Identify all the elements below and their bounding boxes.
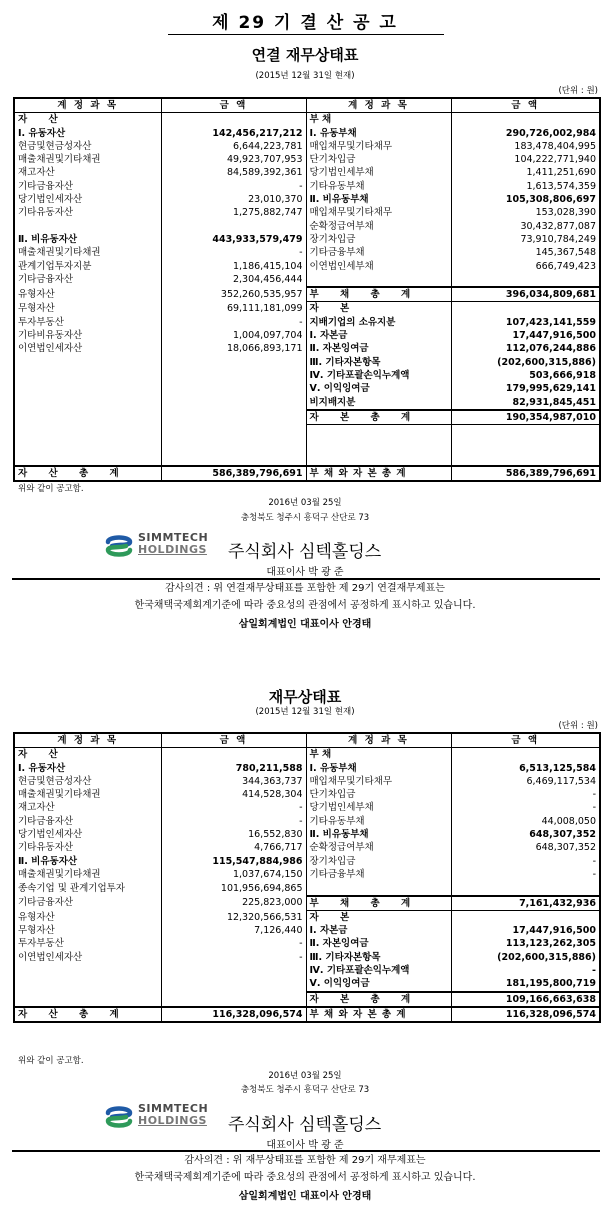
table-row xyxy=(14,316,600,329)
table-row xyxy=(14,140,600,153)
asset-amount: 225,823,000 xyxy=(161,896,306,911)
asset-amount: 443,933,579,479 xyxy=(161,233,306,246)
asset-account-label: 현금및현금성자산 xyxy=(14,140,161,153)
table-row xyxy=(14,910,600,924)
asset-account-label: Ⅱ. 비유동자산 xyxy=(14,855,161,868)
announcement-title: 제 29 기 결 산 공 고 xyxy=(212,13,398,33)
consolidated-company-name: 주식회사 심텍홀딩스 xyxy=(228,542,382,562)
liability-amount: 105,308,806,697 xyxy=(451,193,600,206)
asset-amount: - xyxy=(161,316,306,329)
asset-amount xyxy=(161,977,306,991)
table-row xyxy=(14,992,600,1007)
subtotal-amount: 190,354,987,010 xyxy=(451,410,600,425)
amount-header: 금 액 xyxy=(451,733,600,748)
table-row xyxy=(14,762,600,775)
asset-amount: - xyxy=(161,180,306,193)
liability-amount: 6,513,125,584 xyxy=(451,762,600,775)
asset-amount: 16,552,830 xyxy=(161,828,306,841)
asset-amount: 84,589,392,361 xyxy=(161,166,306,179)
table-row xyxy=(14,180,600,193)
table-row xyxy=(14,302,600,316)
asset-amount: 344,363,737 xyxy=(161,775,306,788)
audit-line-1: 감사의견 : 위 연결재무상태표를 포함한 제 29기 연결재무제표는 xyxy=(165,583,445,594)
liability-amount: 30,432,877,087 xyxy=(451,220,600,233)
liability-account-label: Ⅳ. 기타포괄손익누계액 xyxy=(306,964,451,977)
table-row xyxy=(14,166,600,179)
table-row xyxy=(14,356,600,369)
asset-amount: 1,275,882,747 xyxy=(161,206,306,219)
asset-amount: - xyxy=(161,801,306,814)
asset-amount: 49,923,707,953 xyxy=(161,153,306,166)
separate-note: 위와 같이 공고함. xyxy=(18,1056,84,1066)
asset-account-label: 유형자산 xyxy=(14,910,161,924)
liability-amount: 290,726,002,984 xyxy=(451,127,600,140)
consolidated-auditor: 삼일회계법인 대표이사 안경태 xyxy=(238,619,372,630)
asset-account-label: 기타유동자산 xyxy=(14,841,161,854)
table-row xyxy=(14,828,600,841)
asset-account-label: 기타유동자산 xyxy=(14,206,161,219)
total-liabilities-equity-amount: 116,328,096,574 xyxy=(451,1007,600,1022)
asset-account-label: 이연법인세자산 xyxy=(14,342,161,355)
asset-account-label xyxy=(14,977,161,991)
asset-amount: - xyxy=(161,815,306,828)
asset-account-label: 기타금융자산 xyxy=(14,896,161,911)
asset-amount xyxy=(161,220,306,233)
asset-amount xyxy=(161,410,306,425)
table-row xyxy=(14,896,600,911)
empty-cell xyxy=(161,748,306,762)
simmtech-holdings-logo xyxy=(104,530,214,564)
amount-header: 금 액 xyxy=(161,733,306,748)
liability-account-label: 당기법인세부채 xyxy=(306,801,451,814)
consolidated-announce-date: 2016년 03월 25일 xyxy=(268,498,342,508)
asset-amount xyxy=(161,425,306,439)
separate-audit-opinion xyxy=(0,1152,610,1186)
table-header-row xyxy=(14,98,600,113)
title-underline xyxy=(168,34,444,35)
asset-account-label: 기타금융자산 xyxy=(14,815,161,828)
asset-account-label xyxy=(14,356,161,369)
asset-account-label xyxy=(14,438,161,451)
table-row xyxy=(14,342,600,355)
table-row xyxy=(14,951,600,964)
liability-amount: (202,600,315,886) xyxy=(451,951,600,964)
amount-header: 금 액 xyxy=(161,98,306,113)
asset-account-label: 관계기업투자지분 xyxy=(14,260,161,273)
liability-amount: 44,008,050 xyxy=(451,815,600,828)
grand-total-row xyxy=(14,1007,600,1022)
empty-cell xyxy=(451,113,600,127)
liability-amount: 1,411,251,690 xyxy=(451,166,600,179)
total-assets-label: 자 산 총 계 xyxy=(14,466,161,481)
asset-amount: 780,211,588 xyxy=(161,762,306,775)
liability-account-label: 당기법인세부채 xyxy=(306,166,451,179)
asset-amount xyxy=(161,356,306,369)
table-row xyxy=(14,964,600,977)
liability-account-label: Ⅲ. 기타자본항목 xyxy=(306,356,451,369)
liability-amount: - xyxy=(451,855,600,868)
liability-amount: 648,307,352 xyxy=(451,828,600,841)
table-row xyxy=(14,273,600,287)
table-row xyxy=(14,193,600,206)
table-row xyxy=(14,220,600,233)
asset-amount: 18,066,893,171 xyxy=(161,342,306,355)
subtotal-label: 부 채 총 계 xyxy=(306,287,451,302)
asset-account-label: 무형자산 xyxy=(14,302,161,316)
asset-amount: 2,304,456,444 xyxy=(161,273,306,287)
asset-account-label: 매출채권및기타채권 xyxy=(14,246,161,259)
consolidated-sheet-title: 연결 재무상태표 xyxy=(251,46,359,64)
table-row xyxy=(14,855,600,868)
table-header-row xyxy=(14,733,600,748)
asset-account-label: Ⅰ. 유동자산 xyxy=(14,127,161,140)
liability-amount xyxy=(451,425,600,439)
liability-account-label: Ⅰ. 자본금 xyxy=(306,329,451,342)
liability-account-label: Ⅰ. 유동부채 xyxy=(306,127,451,140)
liability-amount xyxy=(451,881,600,895)
separate-unit-label: (단위 : 원) xyxy=(558,721,598,731)
liability-account-label: Ⅳ. 기타포괄손익누계액 xyxy=(306,369,451,382)
logo-text-line1: SIMMTECH xyxy=(138,1102,209,1115)
liability-account-label: 매입채무및기타채무 xyxy=(306,206,451,219)
consolidated-sheet-date: (2015년 12월 31일 현재) xyxy=(255,71,355,81)
table-row xyxy=(14,410,600,425)
table-row xyxy=(14,260,600,273)
liability-account-label xyxy=(306,273,451,287)
liability-amount: 17,447,916,500 xyxy=(451,924,600,937)
asset-account-label: 매출채권및기타채권 xyxy=(14,868,161,881)
separate-announce-date: 2016년 03월 25일 xyxy=(268,1071,342,1081)
table-row xyxy=(14,788,600,801)
table-row xyxy=(14,206,600,219)
asset-account-label: 이연법인세자산 xyxy=(14,951,161,964)
liability-account-label xyxy=(306,425,451,439)
liability-account-label xyxy=(306,452,451,466)
consolidated-balance-sheet-table xyxy=(13,97,601,482)
table-row xyxy=(14,127,600,140)
liability-amount: 153,028,390 xyxy=(451,206,600,219)
table-row xyxy=(14,868,600,881)
liability-amount xyxy=(451,452,600,466)
asset-amount xyxy=(161,992,306,1007)
liability-amount xyxy=(451,910,600,924)
empty-cell xyxy=(451,748,600,762)
liability-account-label: 이연법인세부채 xyxy=(306,260,451,273)
asset-account-label: 당기법인세자산 xyxy=(14,828,161,841)
audit-line-1: 감사의견 : 위 재무상태표를 포함한 제 29기 재무제표는 xyxy=(184,1155,426,1166)
table-row xyxy=(14,438,600,451)
asset-account-label xyxy=(14,992,161,1007)
liability-amount: 73,910,784,249 xyxy=(451,233,600,246)
asset-amount: - xyxy=(161,937,306,950)
liability-account-label: Ⅲ. 기타자본항목 xyxy=(306,951,451,964)
separate-address: 충청북도 청주시 흥덕구 산단로 73 xyxy=(240,1085,370,1095)
liability-amount: - xyxy=(451,788,600,801)
asset-account-label: Ⅱ. 비유동자산 xyxy=(14,233,161,246)
consolidated-ceo: 대표이사 박 광 준 xyxy=(266,567,344,578)
table-row xyxy=(14,396,600,410)
liability-amount: (202,600,315,886) xyxy=(451,356,600,369)
liability-account-label xyxy=(306,438,451,451)
asset-amount xyxy=(161,438,306,451)
asset-account-label xyxy=(14,220,161,233)
liability-account-label: Ⅰ. 자본금 xyxy=(306,924,451,937)
table-row xyxy=(14,369,600,382)
asset-amount: - xyxy=(161,246,306,259)
table-row xyxy=(14,287,600,302)
account-header: 계 정 과 목 xyxy=(14,733,161,748)
liability-amount: 112,076,244,886 xyxy=(451,342,600,355)
separate-auditor: 삼일회계법인 대표이사 안경태 xyxy=(238,1191,372,1202)
table-row xyxy=(14,329,600,342)
audit-line-2: 한국채택국제회계기준에 따라 중요성의 관점에서 공정하게 표시하고 있습니다. xyxy=(134,1172,476,1183)
liabilities-section-label: 부 채 xyxy=(306,113,451,127)
liability-account-label: Ⅱ. 비유동부채 xyxy=(306,193,451,206)
liability-amount xyxy=(451,302,600,316)
liability-account-label: 순확정급여부채 xyxy=(306,220,451,233)
section-row xyxy=(14,748,600,762)
asset-account-label: 기타비유동자산 xyxy=(14,329,161,342)
assets-section-label: 자 산 xyxy=(14,748,161,762)
asset-amount xyxy=(161,382,306,395)
separate-company-name: 주식회사 심텍홀딩스 xyxy=(228,1115,382,1135)
grand-total-row xyxy=(14,466,600,481)
asset-account-label xyxy=(14,382,161,395)
asset-account-label xyxy=(14,396,161,410)
asset-account-label: 매출채권및기타채권 xyxy=(14,788,161,801)
simmtech-logo-icon xyxy=(104,533,134,559)
liability-amount xyxy=(451,273,600,287)
account-header: 계 정 과 목 xyxy=(14,98,161,113)
total-liabilities-equity-label: 부 채 와 자 본 총 계 xyxy=(306,1007,451,1022)
table-row xyxy=(14,815,600,828)
liability-amount: 104,222,771,940 xyxy=(451,153,600,166)
separate-sheet-title: 재무상태표 xyxy=(268,688,342,706)
amount-header: 금 액 xyxy=(451,98,600,113)
asset-amount: 6,644,223,781 xyxy=(161,140,306,153)
liability-account-label: 기타금융부채 xyxy=(306,868,451,881)
liability-amount: 179,995,629,141 xyxy=(451,382,600,395)
table-row xyxy=(14,246,600,259)
asset-account-label: 당기법인세자산 xyxy=(14,193,161,206)
subtotal-amount: 7,161,432,936 xyxy=(451,896,600,911)
asset-amount xyxy=(161,369,306,382)
asset-amount: 352,260,535,957 xyxy=(161,287,306,302)
asset-account-label: 투자부동산 xyxy=(14,937,161,950)
liability-account-label: 매입채무및기타채무 xyxy=(306,775,451,788)
table-row xyxy=(14,841,600,854)
asset-amount: 1,037,674,150 xyxy=(161,868,306,881)
simmtech-holdings-logo-2 xyxy=(104,1101,214,1135)
separate-sheet-date: (2015년 12월 31일 현재) xyxy=(255,707,355,717)
asset-account-label: 무형자산 xyxy=(14,924,161,937)
liability-account-label: 단기차입금 xyxy=(306,788,451,801)
table-row xyxy=(14,977,600,991)
asset-amount: 23,010,370 xyxy=(161,193,306,206)
equity-section-label: 자 본 xyxy=(306,910,451,924)
liability-account-label: Ⅴ. 이익잉여금 xyxy=(306,382,451,395)
liability-account-label: 매입채무및기타채무 xyxy=(306,140,451,153)
account-header: 계 정 과 목 xyxy=(306,98,451,113)
liability-amount: 107,423,141,559 xyxy=(451,316,600,329)
total-assets-amount: 116,328,096,574 xyxy=(161,1007,306,1022)
asset-amount: 142,456,217,212 xyxy=(161,127,306,140)
assets-section-label: 자 산 xyxy=(14,113,161,127)
liability-account-label: 기타유동부채 xyxy=(306,815,451,828)
liability-account-label: 기타금융부채 xyxy=(306,246,451,259)
asset-account-label: 재고자산 xyxy=(14,801,161,814)
asset-account-label: 종속기업 및 관계기업투자 xyxy=(14,881,161,895)
asset-account-label: 재고자산 xyxy=(14,166,161,179)
asset-account-label: 투자부동산 xyxy=(14,316,161,329)
asset-account-label: 현금및현금성자산 xyxy=(14,775,161,788)
total-assets-amount: 586,389,796,691 xyxy=(161,466,306,481)
table-row xyxy=(14,382,600,395)
simmtech-logo-icon xyxy=(104,1104,134,1130)
liability-amount: 113,123,262,305 xyxy=(451,937,600,950)
liability-amount: 145,367,548 xyxy=(451,246,600,259)
liability-account-label xyxy=(306,881,451,895)
subtotal-label: 자 본 총 계 xyxy=(306,992,451,1007)
asset-account-label: Ⅰ. 유동자산 xyxy=(14,762,161,775)
subtotal-label: 부 채 총 계 xyxy=(306,896,451,911)
liability-amount: 181,195,800,719 xyxy=(451,977,600,991)
asset-account-label xyxy=(14,425,161,439)
asset-amount: 414,528,304 xyxy=(161,788,306,801)
liability-account-label: Ⅴ. 이익잉여금 xyxy=(306,977,451,991)
asset-account-label: 매출채권및기타채권 xyxy=(14,153,161,166)
consolidated-audit-opinion xyxy=(0,580,610,614)
liability-amount: 6,469,117,534 xyxy=(451,775,600,788)
asset-amount: 12,320,566,531 xyxy=(161,910,306,924)
liability-amount: - xyxy=(451,868,600,881)
liability-account-label: Ⅱ. 비유동부채 xyxy=(306,828,451,841)
logo-text-line2: HOLDINGS xyxy=(138,543,207,556)
subtotal-amount: 396,034,809,681 xyxy=(451,287,600,302)
consolidated-note: 위와 같이 공고함. xyxy=(18,484,84,494)
asset-amount: 69,111,181,099 xyxy=(161,302,306,316)
table-row xyxy=(14,425,600,439)
liability-account-label: 장기차입금 xyxy=(306,855,451,868)
table-row xyxy=(14,937,600,950)
asset-account-label xyxy=(14,452,161,466)
asset-amount: 7,126,440 xyxy=(161,924,306,937)
table-row xyxy=(14,881,600,895)
total-liabilities-equity-label: 부 채 와 자 본 총 계 xyxy=(306,466,451,481)
liability-account-label: Ⅱ. 자본잉여금 xyxy=(306,937,451,950)
total-liabilities-equity-amount: 586,389,796,691 xyxy=(451,466,600,481)
separate-ceo: 대표이사 박 광 준 xyxy=(266,1140,344,1151)
asset-account-label: 유형자산 xyxy=(14,287,161,302)
table-row xyxy=(14,233,600,246)
subtotal-amount: 109,166,663,638 xyxy=(451,992,600,1007)
liability-account-label: 기타유동부채 xyxy=(306,180,451,193)
liability-amount: 503,666,918 xyxy=(451,369,600,382)
asset-amount xyxy=(161,396,306,410)
logo-text-line1: SIMMTECH xyxy=(138,531,209,544)
section-row xyxy=(14,113,600,127)
liability-account-label: Ⅱ. 자본잉여금 xyxy=(306,342,451,355)
consolidated-unit-label: (단위 : 원) xyxy=(558,86,598,96)
asset-amount: 1,186,415,104 xyxy=(161,260,306,273)
separate-balance-sheet-table xyxy=(13,732,601,1023)
asset-account-label xyxy=(14,369,161,382)
liability-amount: 666,749,423 xyxy=(451,260,600,273)
asset-account-label: 기타금융자산 xyxy=(14,180,161,193)
liability-account-label: 순확정급여부채 xyxy=(306,841,451,854)
liabilities-section-label: 부 채 xyxy=(306,748,451,762)
table-row xyxy=(14,452,600,466)
empty-cell xyxy=(161,113,306,127)
table-row xyxy=(14,775,600,788)
logo-text-line2: HOLDINGS xyxy=(138,1114,207,1127)
total-assets-label: 자 산 총 계 xyxy=(14,1007,161,1022)
table-row xyxy=(14,801,600,814)
asset-amount: 115,547,884,986 xyxy=(161,855,306,868)
liability-amount: 17,447,916,500 xyxy=(451,329,600,342)
subtotal-label: 자 본 총 계 xyxy=(306,410,451,425)
table-row xyxy=(14,924,600,937)
liability-amount: 183,478,404,995 xyxy=(451,140,600,153)
asset-amount xyxy=(161,452,306,466)
asset-account-label xyxy=(14,964,161,977)
liability-account-label: 비지배지분 xyxy=(306,396,451,410)
liability-amount: 82,931,845,451 xyxy=(451,396,600,410)
liability-account-label: 장기차입금 xyxy=(306,233,451,246)
asset-amount: - xyxy=(161,951,306,964)
liability-amount: - xyxy=(451,964,600,977)
liability-amount xyxy=(451,438,600,451)
asset-amount: 1,004,097,704 xyxy=(161,329,306,342)
asset-account-label xyxy=(14,410,161,425)
equity-section-label: 자 본 xyxy=(306,302,451,316)
liability-account-label: 단기차입금 xyxy=(306,153,451,166)
asset-amount xyxy=(161,964,306,977)
audit-line-2: 한국채택국제회계기준에 따라 중요성의 관점에서 공정하게 표시하고 있습니다. xyxy=(134,600,476,611)
asset-amount: 4,766,717 xyxy=(161,841,306,854)
asset-amount: 101,956,694,865 xyxy=(161,881,306,895)
liability-account-label: 지배기업의 소유지분 xyxy=(306,316,451,329)
liability-account-label: Ⅰ. 유동부채 xyxy=(306,762,451,775)
table-row xyxy=(14,153,600,166)
consolidated-address: 충청북도 청주시 흥덕구 산단로 73 xyxy=(240,513,370,523)
liability-amount: 648,307,352 xyxy=(451,841,600,854)
liability-amount: - xyxy=(451,801,600,814)
asset-account-label: 기타금융자산 xyxy=(14,273,161,287)
account-header: 계 정 과 목 xyxy=(306,733,451,748)
liability-amount: 1,613,574,359 xyxy=(451,180,600,193)
